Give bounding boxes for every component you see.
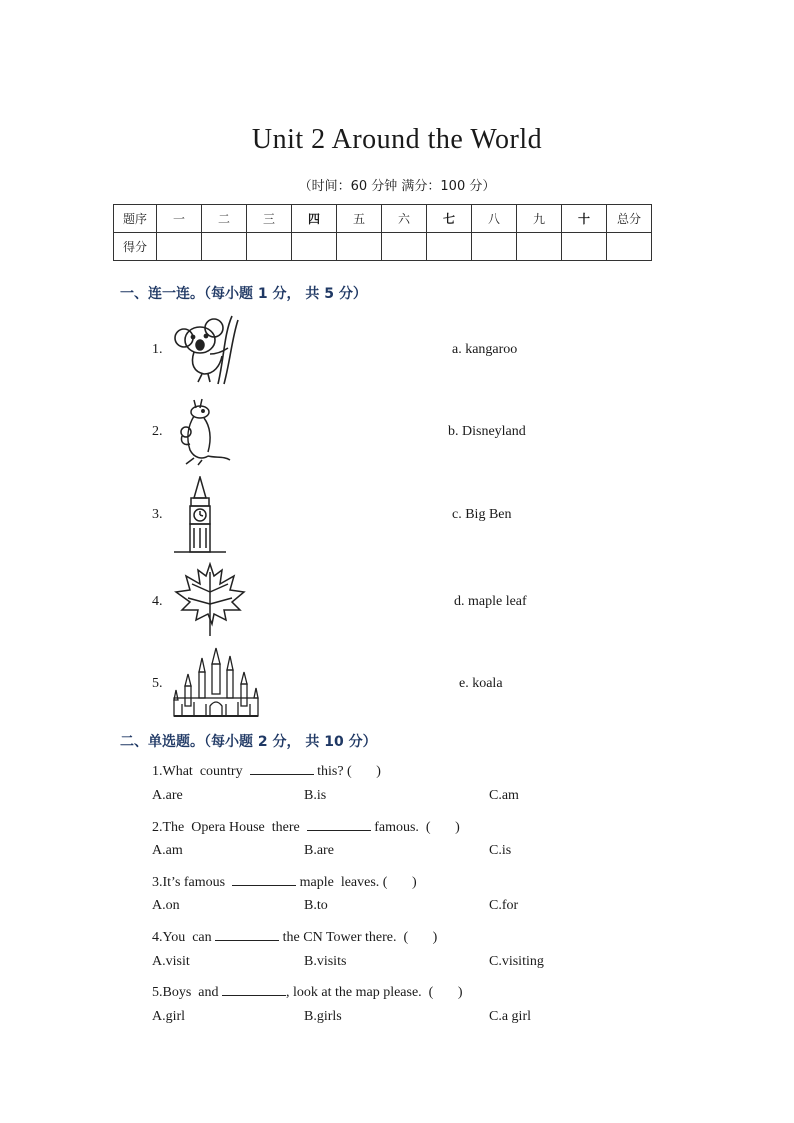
score-cell: 九 bbox=[517, 205, 562, 233]
score-input-cell[interactable] bbox=[427, 233, 472, 261]
score-table-header-row bbox=[114, 205, 652, 233]
option-b[interactable]: B.visits bbox=[304, 954, 347, 969]
section1-heading bbox=[120, 283, 367, 303]
exam-time-note: （时间：60 分钟 满分：100 分） bbox=[298, 179, 496, 194]
kangaroo-icon bbox=[172, 396, 234, 466]
score-row-label: 得分 bbox=[114, 233, 157, 261]
answer-blank[interactable] bbox=[232, 871, 296, 886]
answer-blank[interactable] bbox=[215, 926, 279, 941]
match-option: d. maple leaf bbox=[454, 594, 527, 609]
match-item-number: 3. bbox=[152, 507, 163, 522]
section2-heading bbox=[120, 731, 377, 751]
match-option: e. koala bbox=[459, 676, 503, 691]
option-c[interactable]: C.for bbox=[489, 898, 519, 913]
section2-title: 单选题。（每小题 2 分， 共 10 分） bbox=[148, 734, 377, 750]
score-input-cell[interactable] bbox=[292, 233, 337, 261]
answer-blank[interactable] bbox=[222, 981, 286, 996]
question-text: 3.It’s famous bbox=[152, 875, 233, 890]
score-cell: 五 bbox=[337, 205, 382, 233]
score-input-cell[interactable] bbox=[607, 233, 652, 261]
option-c[interactable]: C.is bbox=[489, 843, 512, 858]
option-a[interactable]: A.girl bbox=[152, 1009, 186, 1024]
question-line bbox=[152, 871, 417, 891]
score-table bbox=[113, 204, 652, 261]
koala-icon bbox=[172, 314, 244, 386]
option-b[interactable]: B.are bbox=[304, 843, 334, 858]
section2-number: 二、 bbox=[120, 734, 148, 750]
question-line bbox=[152, 760, 381, 780]
option-c[interactable]: C.visiting bbox=[489, 954, 544, 969]
question-text: 1.What country bbox=[152, 764, 250, 779]
score-table-score-row bbox=[114, 233, 652, 261]
score-cell: 八 bbox=[472, 205, 517, 233]
score-cell: 一 bbox=[157, 205, 202, 233]
section1-number: 一、 bbox=[120, 286, 148, 302]
question-text: 5.Boys and bbox=[152, 985, 222, 1000]
big-ben-icon bbox=[172, 476, 228, 554]
score-cell: 三 bbox=[247, 205, 292, 233]
option-a[interactable]: A.visit bbox=[152, 954, 190, 969]
score-cell: 题序 bbox=[114, 205, 157, 233]
option-a[interactable]: A.are bbox=[152, 788, 183, 803]
match-item-number: 1. bbox=[152, 342, 163, 357]
score-cell: 十 bbox=[562, 205, 607, 233]
question-text: this? ( ) bbox=[313, 764, 381, 779]
option-a[interactable]: A.on bbox=[152, 898, 180, 913]
score-cell: 二 bbox=[202, 205, 247, 233]
score-input-cell[interactable] bbox=[157, 233, 202, 261]
score-input-cell[interactable] bbox=[382, 233, 427, 261]
score-input-cell[interactable] bbox=[202, 233, 247, 261]
match-option: a. kangaroo bbox=[452, 342, 518, 357]
score-cell: 六 bbox=[382, 205, 427, 233]
section1-title: 连一连。（每小题 1 分， 共 5 分） bbox=[148, 286, 367, 302]
option-c[interactable]: C.am bbox=[489, 788, 519, 803]
option-c[interactable]: C.a girl bbox=[489, 1009, 531, 1024]
score-input-cell[interactable] bbox=[337, 233, 382, 261]
question-line bbox=[152, 926, 437, 946]
score-input-cell[interactable] bbox=[247, 233, 292, 261]
score-input-cell[interactable] bbox=[562, 233, 607, 261]
question-text: famous. ( ) bbox=[370, 820, 460, 835]
answer-blank[interactable] bbox=[250, 760, 314, 775]
question-text: 2.The Opera House there bbox=[152, 820, 307, 835]
question-text: the CN Tower there. ( ) bbox=[279, 930, 438, 945]
question-line bbox=[152, 816, 460, 836]
match-item-number: 5. bbox=[152, 676, 163, 691]
question-text: 4.You can bbox=[152, 930, 216, 945]
question-text: , look at the map please. ( ) bbox=[286, 985, 463, 1000]
match-item-number: 2. bbox=[152, 424, 163, 439]
maple-leaf-icon bbox=[174, 562, 248, 638]
score-cell: 总分 bbox=[607, 205, 652, 233]
option-b[interactable]: B.to bbox=[304, 898, 328, 913]
option-b[interactable]: B.is bbox=[304, 788, 327, 803]
answer-blank[interactable] bbox=[307, 816, 371, 831]
option-b[interactable]: B.girls bbox=[304, 1009, 342, 1024]
match-option: b. Disneyland bbox=[448, 424, 526, 439]
match-option: c. Big Ben bbox=[452, 507, 512, 522]
question-line bbox=[152, 981, 463, 1001]
castle-icon bbox=[172, 646, 260, 718]
question-text: maple leaves. ( ) bbox=[296, 875, 417, 890]
score-cell: 七 bbox=[427, 205, 472, 233]
match-item-number: 4. bbox=[152, 594, 163, 609]
page-title: Unit 2 Around the World bbox=[251, 124, 543, 155]
score-input-cell[interactable] bbox=[517, 233, 562, 261]
option-a[interactable]: A.am bbox=[152, 843, 183, 858]
score-input-cell[interactable] bbox=[472, 233, 517, 261]
score-cell: 四 bbox=[292, 205, 337, 233]
